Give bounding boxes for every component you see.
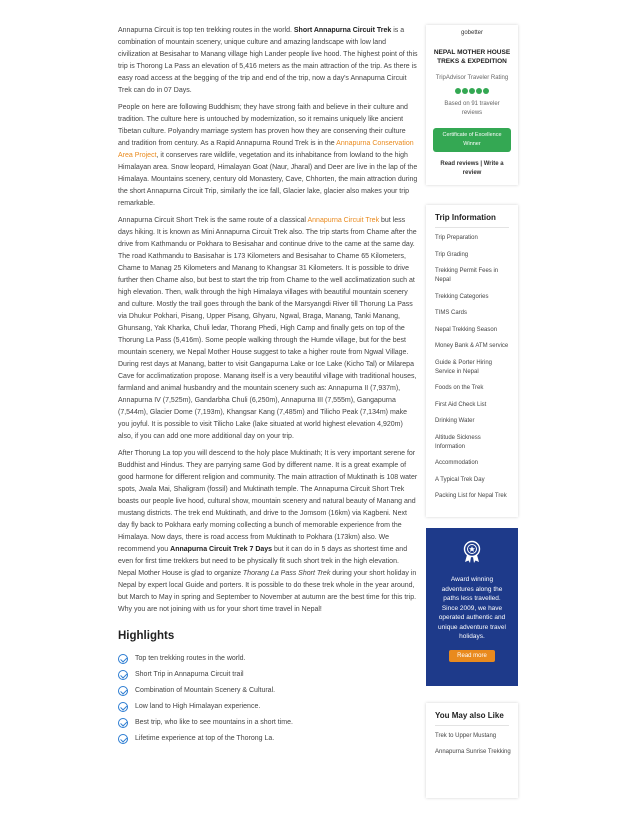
bubble-icon [455, 88, 461, 94]
check-circle-icon [118, 654, 128, 664]
trip-info-link[interactable]: TIMS Cards [435, 310, 468, 316]
read-more-button[interactable]: Read more [449, 650, 495, 662]
check-circle-icon [118, 718, 128, 728]
rating-label: TripAdvisor Traveler Rating [435, 75, 509, 81]
highlight-item [118, 731, 418, 747]
trip-information-panel [426, 205, 518, 517]
review-count: Based on 91 traveler reviews [444, 101, 500, 116]
intro-paragraph: Annapurna Circuit is top ten trekking routes in the world. Short Annapurna Circuit Trek is a combination of mountain scenery, unique culture and amazing landscape with low land civilization at Besisahar to Manang village high Lander people live hood. The highest point of this trip is Thorong La Pass an elevation of 5,416 meters as the main attraction of the trip. As there is easy road access at the begging of the trip and end of the trip, now a day's Annapurna Circuit Trek can do in 07 Days. [118, 27, 418, 94]
award-medal-icon [426, 540, 518, 569]
award-text: Award winning adventures along the paths less travelled. Since 2009, we have operated authentic and unique adventure travel holidays. [438, 576, 506, 640]
trip-info-link[interactable]: Trekking Categories [435, 293, 489, 300]
trip-info-link[interactable]: Nepal Trekking Season [435, 326, 498, 333]
company-name[interactable]: NEPAL MOTHER HOUSE TREKS & EXPEDITION [433, 49, 511, 65]
related-trip-link[interactable]: Annapurna Sunrise Trekking [435, 749, 511, 755]
culture-paragraph: People on here are following Buddhism; they have strong faith and believe in their culture and tradition. The culture here is untouched by modernization, so it remains uniquely like ancient Tibetan culture. Polyandry marriage system has proven how they are conserving their culture and tradition from century. As a Rapid Annapurna Round Trek is in the Annapurna Conservation Area Project, it conserves rare wildlife, vegetation and its inhabitance from lowland to the high Himalayan area. Snow leopard, Himalayan Goat (Naur, Jharal) and Deer are live in the lap of the Himalaya. Mountains scenery, century old Monastery, Cave, Chhorten, the main attraction during the short Annapurna Circuit Trip, similarly the ice fall, Glacier lake, glacier also makes your trip remarkable. [118, 104, 418, 207]
divider [435, 227, 509, 228]
read-write-review-links[interactable]: Read reviews | Write a review [440, 161, 504, 176]
main-content [118, 25, 418, 747]
short-annapurna-bold: Short Annapurna Circuit Trek [293, 27, 392, 34]
route-paragraph: Annapurna Circuit Short Trek is the same route of a classical Annapurna Circuit Trek but less days hiking. It is known as Mini Annapurna Circuit Trek also. The trip starts from Chame after the drive from Kathmandu or Pokhara to Besisahar and continue drive to the came at the same day. The road Kathmandu to Basisahar is 173 Kilometers and Besisahar to Chame 65 Kilometers, Chame to Manag 25 Kilometers and Manang to Khangsar 31 Kilometers. It is possible to drive further then Chame also, but best to start the trip from Chame to the well acclimatization such at high elevation. Then, walk through the high Himalaya villages with beautiful mountain scenery and culture. Mostly the trail goes through the bank of the Marsyangdi River till Thorung La Pass via Dhukur Pokhari, Pisang, Upper Pisang, Ghyaru, Ngwal, Braga, Manang, Tanki Manang, Ghunsang, Yak Kharka, Chuli ledar, Thorang Phedi, High Camp and finally gets on top of the Thorung La Pass (5,416m). Some people walking through the Humde village, but for the best mountain scenery, we Nepal Mother House suggest to take a higher route from Ngwal Village. During rest days at Manang, batter to visit Gangapurna Lake or Ice Lake (Kicho Tal) or Milarepa Cave for acclimatization propose. Manang itself is a very beautiful village with traditional houses, farmland and animal husbandry and the mountain scenery such as: Annapurna II (7,937m), Annapurna IV (7,525m), Gandarbha Chuli (6,250m), Annapurna III (7,555m), Gangapurna (7,544m), Glacier Dome (7,193m), Khangsar Kang (7,485m) and Tilicho Peak (7,134m) make you joyful. It is possible to visit Tilicho Lake (lake situated at world highest elevation 4,920m) also, if you can add one more additional day on your trip. [118, 217, 417, 440]
check-circle-icon [118, 702, 128, 712]
certificate-badge: Certificate of Excellence Winner [433, 128, 511, 152]
trip-info-link[interactable]: Drinking Water [435, 418, 475, 424]
you-may-also-like-title: You May also Like [435, 711, 504, 720]
trip-info-link[interactable]: Trip Grading [435, 251, 469, 258]
trip-info-link[interactable]: Packing List for Nepal Trek [435, 493, 507, 499]
annapurna-circuit-link[interactable]: Annapurna Circuit Trek [307, 217, 380, 224]
acap-link[interactable]: Annapurna Conservation Area Project [118, 140, 414, 159]
tripadvisor-logo: gobetter [460, 30, 484, 36]
bubble-icon [483, 88, 489, 94]
seven-days-bold: Annapurna Circuit Trek 7 Days [170, 546, 273, 553]
muktinath-paragraph: After Thorung La top you will descend to the holy place Muktinath; It is very important serene for Buddhist and Hindus. They are parrying same God by different name. It is a great example of good harmone for different religion and community. The main attraction of Muktinath is 108 water spots, Jwala Mai, Shaligram (fossil) and Muktinath temple. The Annapurna Circuit Short Trek boasts our people live hood, cultural show, mountain scenery and natural beauty of Manang and mustang districts. The trek end Muktinath, and drive to the Jomsom (16km) via Kagbeni. Next day fly back to Pokhara early morning collecting a bunch of memorable experience from the Himalaya. Now days, there is road access from Muktinath to Pokhara (173km) also. We recommend you Annapurna Circuit Trek 7 Days but it can do in 5 days as shortest time and even for first time trekkers but need to be physically fit such short trek in the high elevation. Nepal Mother House is glad to organize Thorang La Pass Short Trek during your short holiday in Nepal by expert local Guide and porters. It is possible to do these trek whole in the year around, but March to May in spring and September to November at autumn are the best time for this trip. Why you are not joining with us for your short time travel in Nepal! [118, 450, 418, 613]
trip-info-link[interactable]: A Typical Trek Day [435, 476, 485, 483]
check-circle-icon [118, 686, 128, 696]
trip-info-link[interactable]: Foods on the Trek [435, 385, 484, 391]
highlight-text: Lifetime experience at top of the Thorong La. [135, 735, 275, 742]
highlight-text: Best trip, who like to see mountains in a short time. [135, 719, 293, 726]
trip-info-link[interactable]: Money Bank & ATM service [435, 343, 509, 349]
you-may-also-like-list [426, 732, 518, 757]
trip-info-link[interactable]: Accommodation [435, 460, 479, 466]
related-trip-link[interactable]: Trek to Upper Mustang [435, 733, 497, 739]
highlight-item [118, 667, 418, 683]
bubble-icon [469, 88, 475, 94]
trip-information-list [426, 234, 518, 501]
award-panel [426, 528, 518, 686]
bubble-icon [476, 88, 482, 94]
trip-info-link[interactable]: Trekking Permit Fees in Nepal [435, 268, 499, 283]
trip-info-link[interactable]: Altitude Sickness Information [435, 434, 481, 450]
trip-info-link[interactable]: Trip Preparation [435, 235, 478, 241]
highlight-item [118, 715, 418, 731]
check-circle-icon [118, 670, 128, 680]
check-circle-icon [118, 734, 128, 744]
highlights-list [118, 651, 418, 747]
highlight-item [118, 651, 418, 667]
highlight-text: Short Trip in Annapurna Circuit trail [135, 671, 244, 678]
trip-info-link[interactable]: First Aid Check List [435, 401, 487, 408]
trip-info-link[interactable]: Guide & Porter Hiring Service in Nepal [435, 359, 493, 375]
thorang-la-italic: Thorang La Pass Short Trek [242, 570, 331, 577]
highlight-item [118, 699, 418, 715]
divider [435, 725, 509, 726]
highlight-text: Low land to High Himalayan experience. [135, 703, 261, 710]
trip-information-title: Trip Information [435, 213, 496, 222]
highlight-text: Top ten trekking routes in the world. [135, 655, 246, 662]
tripadvisor-widget [426, 25, 518, 185]
rating-bubbles-icon [426, 88, 518, 94]
highlight-item [118, 683, 418, 699]
bubble-icon [462, 88, 468, 94]
highlights-title: Highlights [118, 630, 175, 642]
you-may-also-like-panel [426, 703, 518, 798]
highlight-text: Combination of Mountain Scenery & Cultural. [135, 687, 276, 694]
